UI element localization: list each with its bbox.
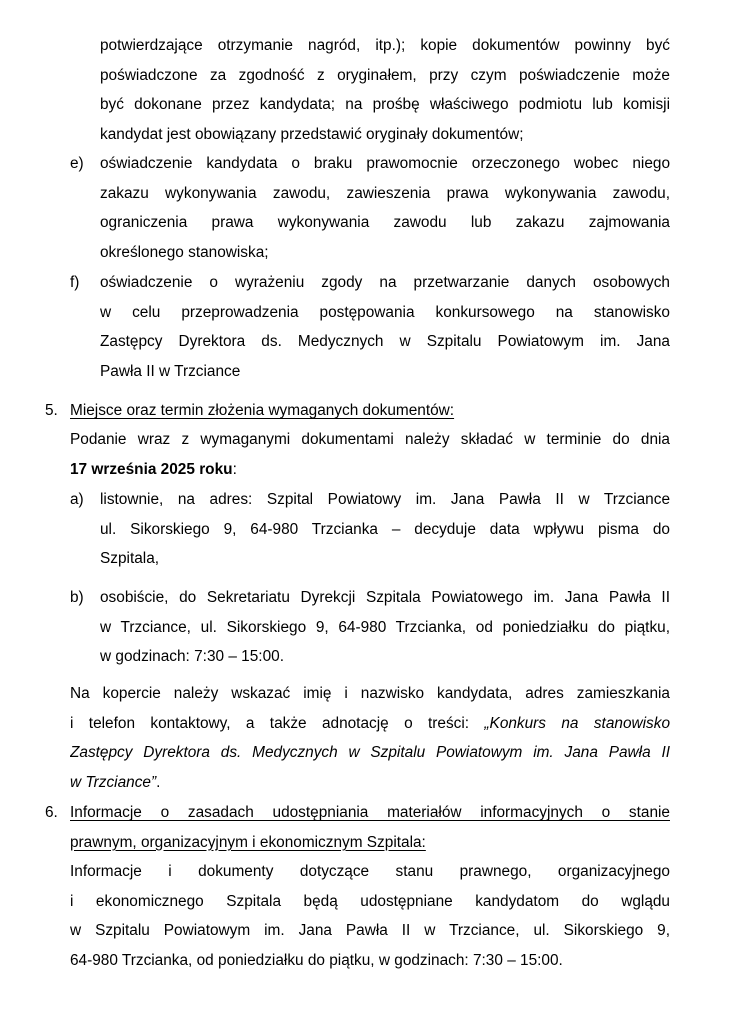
text-line: ul. Sikorskiego 9, 64-980 Trzcianka – decyduje data wpływu pisma do: [100, 520, 670, 538]
note-quote-end: [70, 768, 670, 798]
text-line: w godzinach: 7:30 – 15:00.: [100, 648, 284, 666]
text-line: Podanie wraz z wymaganymi dokumentami należy składać w terminie do dnia: [70, 431, 670, 448]
text-line: potwierdzające otrzymanie nagród, itp.); kopie dokumentów powinny być: [100, 37, 670, 54]
text-line: w celu przeprowadzenia postępowania konkursowego na stanowisko: [100, 303, 670, 321]
text-line: Informacje i dokumenty dotyczące stanu prawnego, organizacyjnego: [70, 863, 670, 880]
section-6-heading: [70, 798, 670, 857]
text-line: osobiście, do Sekretariatu Dyrekcji Szpitala Powiatowego im. Jana Pawła II: [100, 589, 670, 606]
deadline-colon: :: [232, 460, 237, 478]
text-line: Zastępcy Dyrektora ds. Medycznych w Szpitalu Powiatowym im. Jana: [100, 333, 670, 351]
text-line: określonego stanowiska;: [100, 243, 269, 261]
text-line: Pawła II w Trzciance: [100, 362, 241, 380]
list-item-e: [100, 149, 670, 267]
text-line: w Trzciance, ul. Sikorskiego 9, 64-980 Trzcianka, od poniedziałku do piątku,: [100, 618, 670, 636]
deadline-line: [70, 455, 670, 485]
text-line: oświadczenie kandydata o braku prawomocnie orzeczonego wobec niego: [100, 155, 670, 172]
text-line: [70, 709, 670, 739]
section-heading-text: Informacje o zasadach udostępniania materiałów informacyjnych o stanie: [70, 804, 670, 821]
list-marker-a: a): [70, 491, 84, 508]
list-marker-b: b): [70, 589, 84, 606]
note-period: .: [156, 773, 161, 791]
deadline-date: 17 września 2025 roku: [70, 460, 233, 478]
text-line: w Szpitalu Powiatowym im. Jana Pawła II w Trzciance, ul. Sikorskiego 9,: [70, 922, 670, 940]
list-item-a: [100, 485, 670, 574]
text-line: Na kopercie należy wskazać imię i nazwisko kandydata, adres zamieszkania: [70, 685, 670, 702]
note-quote-start: „Konkurs na stanowisko: [484, 714, 670, 732]
section-heading-text: prawnym, organizacyjnym i ekonomicznym Szpitala:: [70, 833, 426, 851]
text-line: być dokonane przez kandydata; na prośbę właściwego podmiotu lub komisji: [100, 96, 670, 114]
list-item-b: [100, 583, 670, 672]
note-text: i telefon kontaktowy, a także adnotację o treści:: [70, 714, 485, 732]
list-item-f: [100, 268, 670, 386]
section-5-intro: [70, 425, 670, 484]
section-6-body: [70, 857, 670, 975]
section-heading-text: Miejsce oraz termin złożenia wymaganych dokumentów:: [70, 402, 455, 419]
text-line: listownie, na adres: Szpital Powiatowy im. Jana Pawła II w Trzciance: [100, 491, 670, 508]
text-line: Szpitala,: [100, 550, 160, 568]
section-5-heading: [70, 396, 670, 426]
list-marker-e: e): [70, 155, 84, 172]
continued-paragraph: [100, 31, 670, 149]
text-line: i ekonomicznego Szpitala będą udostępniane kandydatom do wglądu: [70, 892, 670, 910]
note-quote-line: Zastępcy Dyrektora ds. Medycznych w Szpitalu Powiatowym im. Jana Pawła II: [70, 744, 670, 762]
list-marker-f: f): [70, 274, 80, 291]
section-number-6: 6.: [45, 804, 58, 821]
text-line: oświadczenie o wyrażeniu zgody na przetwarzanie danych osobowych: [100, 274, 670, 291]
text-line: ograniczenia prawa wykonywania zawodu lub zakazu zajmowania: [100, 214, 670, 232]
envelope-note: [70, 679, 670, 797]
text-line: zakazu wykonywania zawodu, zawieszenia prawa wykonywania zawodu,: [100, 184, 670, 202]
text-line: kandydat jest obowiązany przedstawić oryginały dokumentów;: [100, 125, 524, 143]
note-quote-end-text: w Trzciance”: [70, 773, 157, 791]
text-line: poświadczone za zgodność z oryginałem, przy czym poświadczenie może: [100, 66, 670, 84]
text-line: 64-980 Trzcianka, od poniedziałku do piątku, w godzinach: 7:30 – 15:00.: [70, 951, 563, 969]
section-number-5: 5.: [45, 402, 58, 419]
